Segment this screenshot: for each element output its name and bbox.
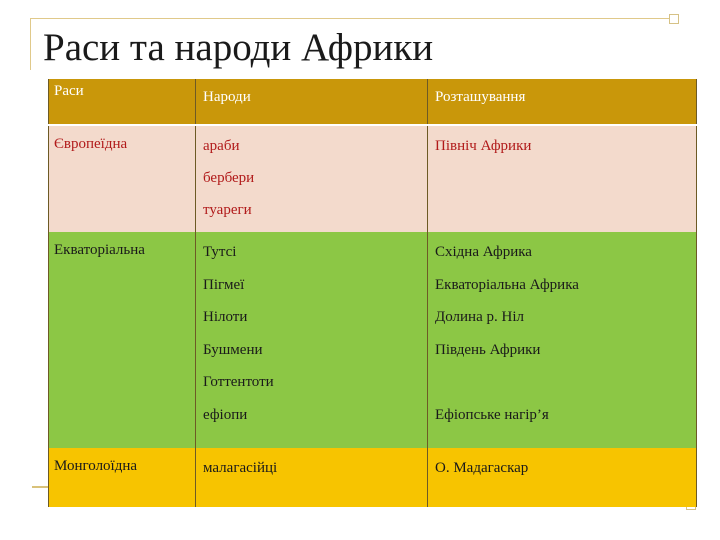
table-row-equatorial (49, 232, 697, 448)
location-cell (428, 232, 697, 448)
header-location: Розташування (428, 79, 697, 125)
people-item: араби (203, 138, 240, 154)
race-cell: Європеїдна (49, 125, 196, 232)
location-item: Південь Африки (435, 341, 541, 358)
location-item: О. Мадагаскар (435, 460, 529, 476)
location-cell (428, 125, 697, 232)
races-table (48, 79, 697, 507)
location-item: Долина р. Ніл (435, 309, 524, 326)
location-item: Екваторіальна Африка (435, 276, 579, 293)
people-item: бербери (203, 170, 255, 186)
peoples-cell (196, 448, 428, 507)
header-peoples: Народи (196, 79, 428, 125)
header-race: Раси (49, 79, 196, 125)
table-row-europeoid (49, 125, 697, 232)
people-item: малагасійці (203, 460, 278, 476)
people-item: туареги (203, 202, 252, 218)
people-item: ефіопи (203, 406, 248, 423)
location-item (435, 372, 696, 405)
table-header-row (49, 79, 697, 125)
frame-line-top (30, 18, 678, 19)
people-item: Пігмеї (203, 276, 245, 293)
frame-line-left (30, 18, 31, 70)
people-item: Нілоти (203, 309, 248, 326)
people-item: Готтентоти (203, 374, 274, 391)
race-cell: Екваторіальна (49, 232, 196, 448)
location-item: Східна Африка (435, 244, 532, 260)
race-cell: Монголоїдна (49, 448, 196, 507)
people-item: Бушмени (203, 341, 263, 358)
slide-title: Раси та народи Африки (43, 26, 434, 69)
location-item: Північ Африки (435, 138, 532, 154)
peoples-cell (196, 125, 428, 232)
peoples-cell (196, 232, 428, 448)
people-item: Тутсі (203, 244, 237, 260)
frame-square-top-right (669, 14, 679, 24)
location-item: Ефіопське нагір’я (435, 406, 549, 423)
table-row-mongoloid (49, 448, 697, 507)
location-cell (428, 448, 697, 507)
